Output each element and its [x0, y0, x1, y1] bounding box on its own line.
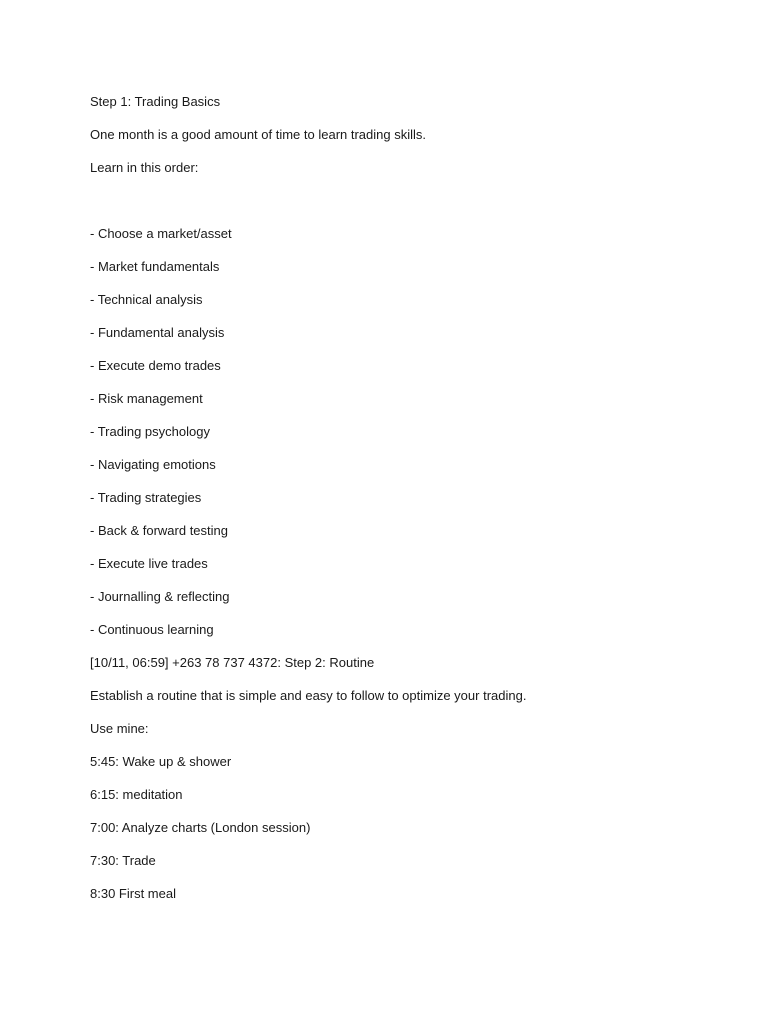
list-item: - Choose a market/asset [90, 226, 232, 241]
step2-heading: [10/11, 06:59] +263 78 737 4372: Step 2: Routine [90, 655, 375, 670]
routine-item: 5:45: Wake up & shower [90, 754, 232, 769]
list-item: - Back & forward testing [90, 523, 228, 538]
list-item: - Technical analysis [90, 292, 203, 307]
document-body [90, 93, 710, 918]
routine-item: 7:00: Analyze charts (London session) [90, 820, 311, 835]
list-item: - Fundamental analysis [90, 325, 225, 340]
list-item: - Execute demo trades [90, 358, 221, 373]
intro-text: One month is a good amount of time to learn trading skills. [90, 127, 427, 142]
routine-text: Establish a routine that is simple and easy to follow to optimize your trading. [90, 688, 527, 703]
routine-item: 8:30 First meal [90, 886, 176, 901]
use-mine-label: Use mine: [90, 721, 149, 736]
routine-item: 6:15: meditation [90, 787, 183, 802]
list-item: - Continuous learning [90, 622, 214, 637]
routine-item: 7:30: Trade [90, 853, 156, 868]
step1-heading: Step 1: Trading Basics [90, 94, 221, 109]
list-item: - Navigating emotions [90, 457, 216, 472]
list-item: - Market fundamentals [90, 259, 220, 274]
learn-order-label: Learn in this order: [90, 160, 199, 175]
list-item: - Journalling & reflecting [90, 589, 230, 604]
list-item: - Trading strategies [90, 490, 202, 505]
list-item: - Trading psychology [90, 424, 210, 439]
list-item: - Risk management [90, 391, 203, 406]
list-item: - Execute live trades [90, 556, 208, 571]
